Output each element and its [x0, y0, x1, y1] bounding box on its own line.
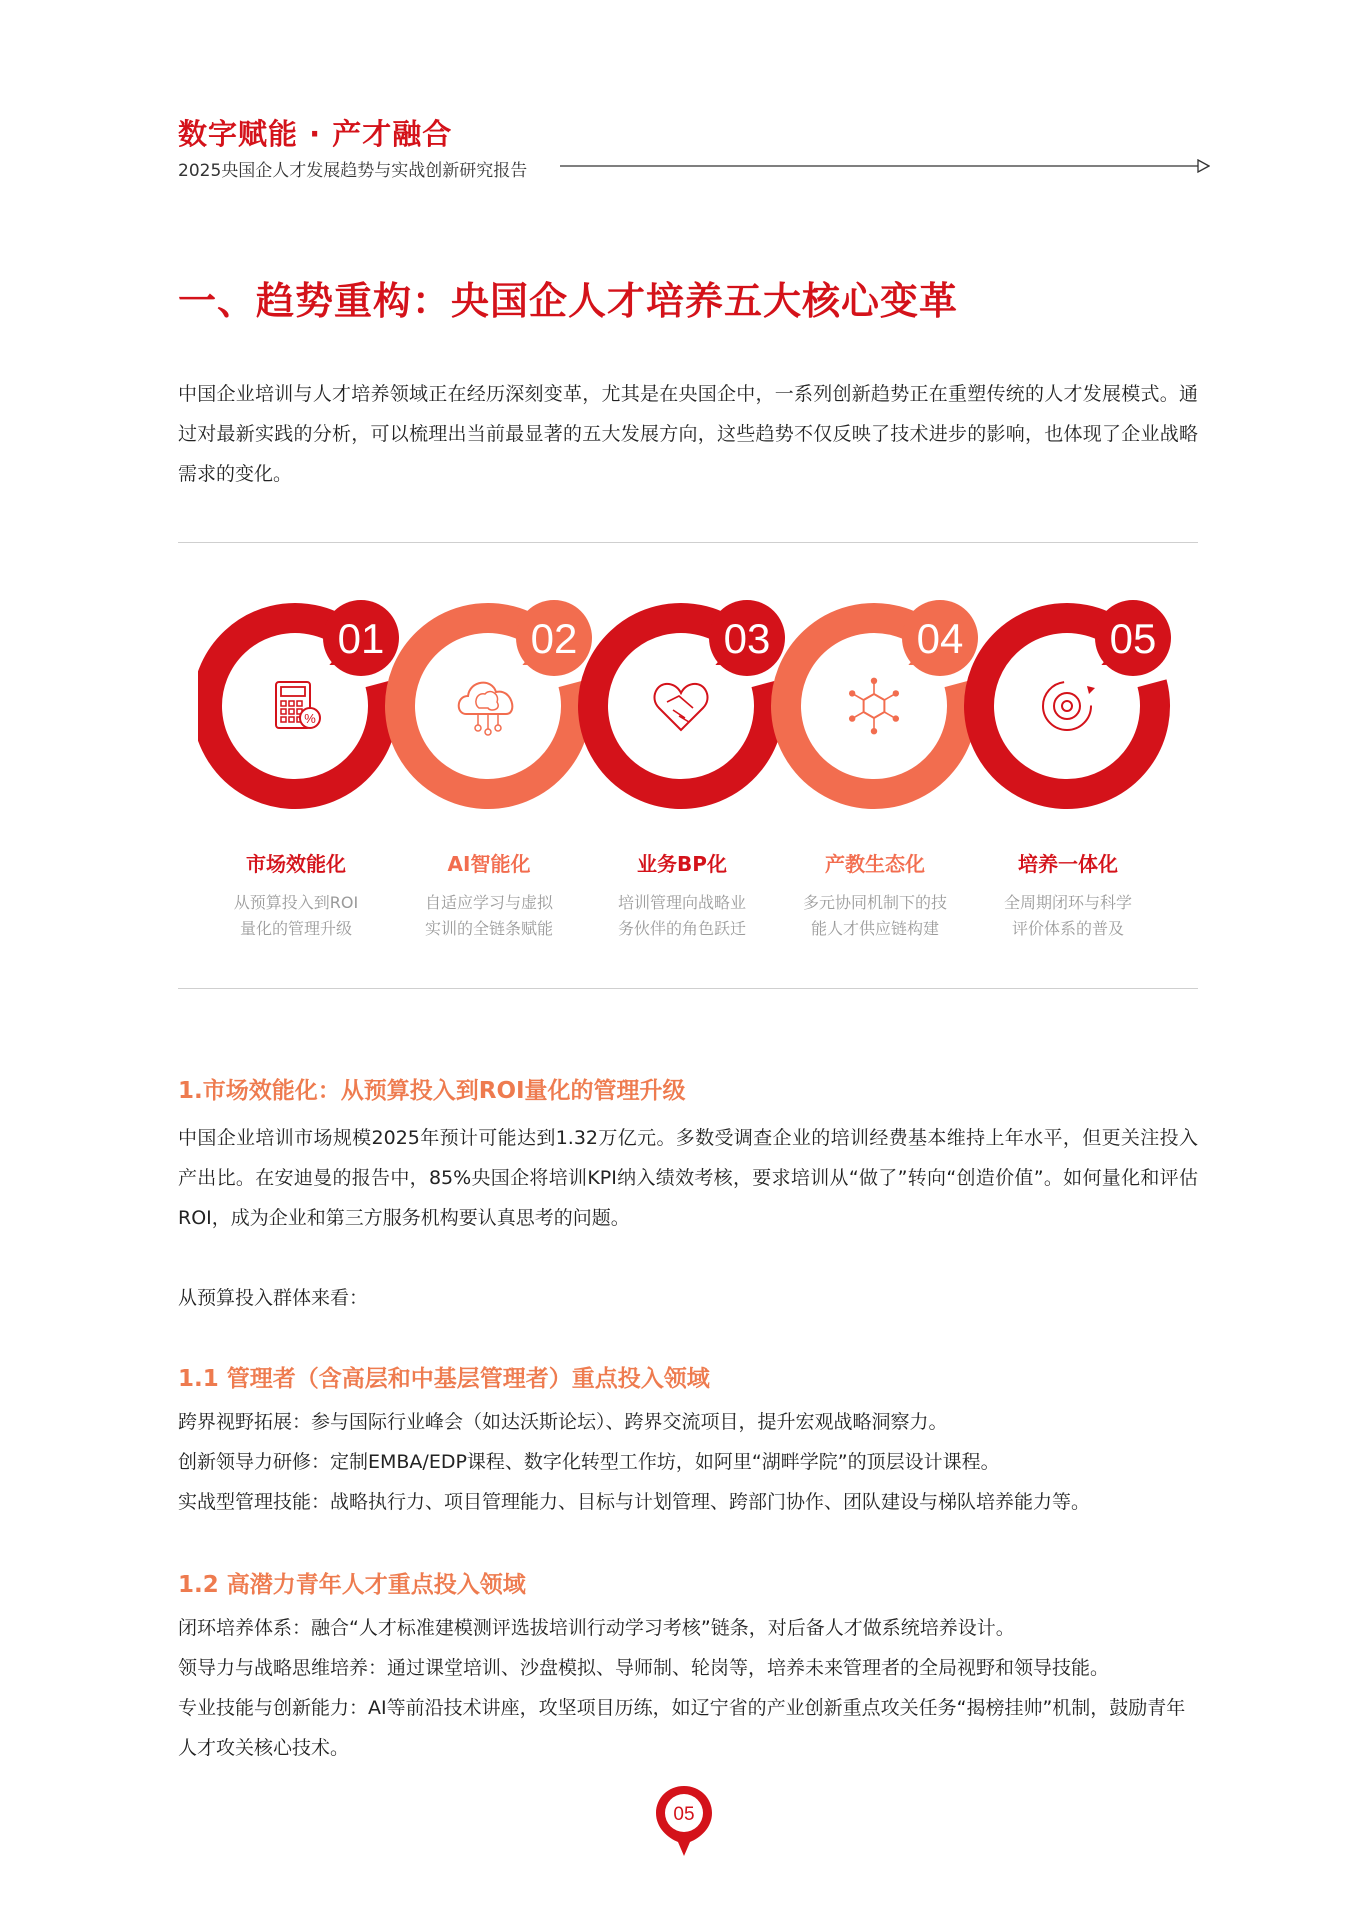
handshake-heart-icon — [654, 684, 707, 730]
trend-number-4: 04 — [916, 615, 964, 662]
target-cycle-icon — [1043, 682, 1095, 730]
trend-ring-2 — [400, 600, 592, 794]
page-number-badge — [654, 1782, 714, 1862]
s12-line-3: 专业技能与创新能力：AI等前沿技术讲座，攻坚项目历练，如辽宁省的产业创新重点攻关任务“揭榜挂帅”机制，鼓励青年人才攻关核心技术。 — [178, 1697, 1186, 1759]
ai-brain-cloud-icon — [459, 683, 513, 735]
calculator-icon — [276, 682, 320, 728]
trend-ring-3 — [593, 600, 785, 794]
trend-ring-1 — [207, 600, 399, 794]
s11-line-2: 创新领导力研修：定制EMBA/EDP课程、数字化转型工作坊，如阿里“湖畔学院”的顶层设计课程。 — [178, 1451, 1000, 1473]
trend-ring-5 — [979, 600, 1171, 794]
trend-desc-5: 全周期闭环与科学 评价体系的普及 — [1003, 893, 1132, 938]
trend-label-2: AI智能化 — [447, 852, 531, 876]
trend-number-2: 02 — [530, 615, 578, 662]
trend-desc-2: 自适应学习与虚拟 实训的全链条赋能 — [424, 893, 553, 938]
trend-ring-4 — [786, 600, 978, 794]
trend-desc-3: 培训管理向战略业 务伙伴的角色跃迁 — [617, 893, 746, 938]
trend-label-3: 业务BP化 — [637, 852, 727, 876]
trend-label-4: 产教生态化 — [825, 852, 925, 876]
intro-paragraph: 中国企业培训与人才培养领域正在经历深刻变革，尤其是在央国企中，一系列创新趋势正在重塑传统的人才发展模式。通过对最新实践的分析，可以梳理出当前最显著的五大发展方向，这些趋势不仅反映了技术进步的影响，也体现了企业战略需求的变化。 — [178, 383, 1198, 485]
section-title: 一、趋势重构：央国企人才培养五大核心变革 — [178, 279, 959, 323]
network-molecule-icon — [849, 678, 899, 735]
trend-rings — [198, 578, 1198, 828]
divider-bottom — [178, 988, 1198, 989]
s11-line-3: 实战型管理技能：战略执行力、项目管理能力、目标与计划管理、跨部门协作、团队建设与梯队培养能力等。 — [178, 1491, 1091, 1513]
trend-number-5: 05 — [1109, 615, 1157, 662]
brand-title: 数字赋能 · 产才融合 — [178, 117, 453, 151]
trend-label-5: 培养一体化 — [1018, 852, 1118, 876]
trend-number-1: 01 — [337, 615, 385, 662]
trend-label-1: 市场效能化 — [246, 852, 346, 876]
trend-number-3: 03 — [723, 615, 771, 662]
divider-top — [178, 542, 1198, 543]
s1-heading: 1.市场效能化：从预算投入到ROI量化的管理升级 — [178, 1078, 686, 1104]
s12-heading: 1.2 高潜力青年人才重点投入领域 — [178, 1572, 526, 1598]
header-arrow-line — [560, 159, 1210, 173]
s11-line-1: 跨界视野拓展：参与国际行业峰会（如达沃斯论坛）、跨界交流项目，提升宏观战略洞察力。 — [178, 1411, 948, 1433]
s11-heading: 1.1 管理者（含高层和中基层管理者）重点投入领域 — [178, 1366, 710, 1392]
svg-text:%: % — [304, 711, 316, 726]
s1-lead: 从预算投入群体来看： — [178, 1287, 369, 1309]
s1-paragraph: 中国企业培训市场规模2025年预计可能达到1.32万亿元。多数受调查企业的培训经费基本维持上年水平，但更关注投入产出比。在安迪曼的报告中，85%央国企将培训KPI纳入绩效考核，要求培训从“做了”转向“创造价值”。如何量化和评估ROI，成为企业和第三方服务机构要认真思考的问题。 — [178, 1127, 1198, 1229]
page-number: 05 — [673, 1804, 695, 1825]
trend-desc-4: 多元协同机制下的技 能人才供应链构建 — [802, 893, 947, 938]
report-subtitle: 2025央国企人才发展趋势与实战创新研究报告 — [178, 161, 528, 181]
s12-line-2: 领导力与战略思维培养：通过课堂培训、沙盘模拟、导师制、轮岗等，培养未来管理者的全局视野和领导技能。 — [178, 1657, 1110, 1679]
s12-line-1: 闭环培养体系：融合“人才标准建模测评选拔培训行动学习考核”链条，对后备人才做系统培养设计。 — [178, 1617, 1015, 1639]
trend-desc-1: 从预算投入到ROI 量化的管理升级 — [233, 893, 359, 938]
